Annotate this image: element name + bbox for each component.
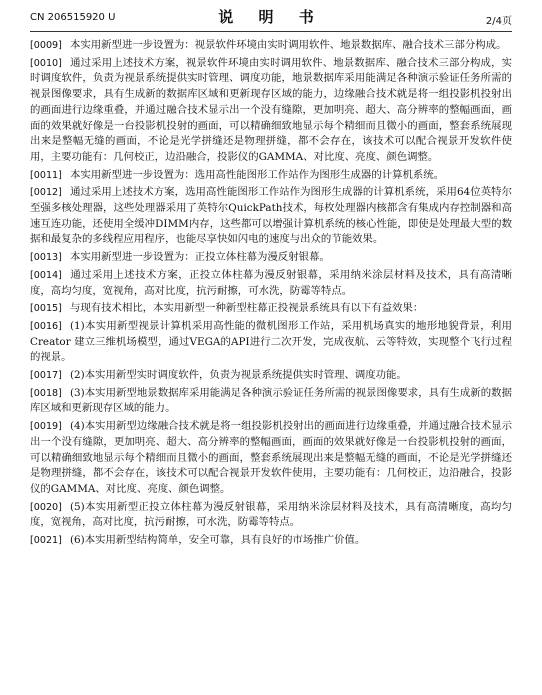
paragraph-number: [0014]: [30, 269, 62, 281]
paragraph-text: (1)本实用新型视景计算机采用高性能的微机图形工作站，采用机场真实的地形地貌背景，利用Creator 建立三维机场模型，通过VEGA的API进行二次开发，完成夜航、云等特效，实现整个飞行过程的视景。: [30, 319, 512, 364]
paragraph-number: [0012]: [30, 187, 62, 199]
paragraph-number: [0011]: [30, 169, 62, 181]
paragraph-number: [0020]: [30, 501, 62, 513]
paragraph: [30, 533, 512, 549]
paragraph: [30, 301, 512, 317]
paragraph: [30, 56, 512, 166]
paragraph: [30, 386, 512, 417]
paragraph: [30, 319, 512, 366]
paragraph-text: (5)本实用新型正投立体柱幕为漫反射银幕，采用纳米涂层材料及技术，具有高清晰度，高均匀度，宽视角，高对比度，抗污耐擦，可水洗，防霉等特点。: [30, 500, 512, 529]
paragraph-text: 通过采用上述技术方案，选用高性能图形工作站作为图形生成器的计算机系统，采用64位英特尔至强多核处理器，这些处理器采用了英特尔QuickPath技术，每枚处理器内核都含有集成内存控制器和高速互连功能，还使用全缓冲DIMM内存，这些都可以增强计算机系统的核心性能，即使是处理最大型的数据和最复杂的多线程应用程序，也能尽享快如闪电的速度与出众的节能效果。: [30, 186, 512, 246]
paragraph-number: [0016]: [30, 320, 62, 332]
paragraph-number: [0021]: [30, 535, 62, 547]
paragraph: [30, 268, 512, 299]
paragraph: [30, 500, 512, 531]
paragraph-number: [0017]: [30, 370, 62, 382]
paragraph-text: (2)本实用新型实时调度软件，负责为视景系统提供实时管理、调度功能。: [70, 369, 407, 382]
paragraph-text: 通过采用上述技术方案，正投立体柱幕为漫反射银幕，采用纳米涂层材料及技术，具有高清晰度，高均匀度，宽视角，高对比度，抗污耐擦，可水洗，防霉等特点。: [30, 268, 512, 297]
paragraph: [30, 168, 512, 184]
paragraph-number: [0018]: [30, 387, 62, 399]
paragraph-text: 本实用新型进一步设置为：正投立体柱幕为漫反射银幕。: [70, 251, 330, 264]
paragraph-text: (3)本实用新型地景数据库采用能满足各种演示验证任务所需的视景图像要求，具有生成新的数据库区域和更新现存区域的能力。: [30, 386, 512, 415]
paragraph-text: (6)本实用新型结构简单，安全可靠，具有良好的市场推广价值。: [70, 534, 366, 547]
document-body: [30, 38, 512, 551]
page-header: [30, 6, 512, 28]
paragraph-number: [0010]: [30, 57, 62, 69]
page-indicator: 2/4页: [485, 16, 512, 27]
header-divider: [30, 31, 512, 32]
document-title: 说 明 书: [218, 8, 324, 26]
paragraph-text: 本实用新型进一步设置为：视景软件环境由实时调用软件、地景数据库、融合技术三部分构成。: [70, 39, 507, 51]
paragraph-number: [0013]: [30, 252, 62, 264]
paragraph-number: [0009]: [30, 40, 62, 51]
paragraph: [30, 250, 512, 266]
patent-number: CN 206515920 U: [30, 12, 116, 23]
paragraph-text: 通过采用上述技术方案，视景软件环境由实时调用软件、地景数据库、融合技术三部分构成，实时调度软件，负责为视景系统提供实时管理、调度功能，地景数据库采用能满足各种演示验证任务所需的视景图像要求，具有生成新的数据库区域和更新现存区域的能力，边缘融合技术就是将一组投影机投射出的画面进行边缘重叠，并通过融合技术显示出一个没有缝隙，更加明亮、超大、高分辨率的整幅画面，画面的效果就好像是一台投影机投射的画面，可以精确细致地显示每个精细而且微小的画面，整套系统展现出来是整幅无缝的画面，不论是光学拼缝还是物理拼缝，都不会存在，该技术可以配合视景开发软件使用，主要功能有：几何校正，边沿融合，投影仪的GAMMA、对比度、亮度、颜色调整。: [30, 56, 512, 163]
paragraph-text: (4)本实用新型边缘融合技术就是将一组投影机投射出的画面进行边缘重叠，并通过融合技术显示出一个没有缝隙，更加明亮、超大、高分辨率的整幅画面，画面的效果就好像是一台投影机投射的画面，可以精确细致地显示每个精细而且微小的画面，整套系统展现出来是整幅无缝的画面，不论是光学拼缝还是物理拼缝，都不会存在，该技术可以配合视景开发软件使用，主要功能有：几何校正，边沿融合，投影仪的GAMMA、对比度、亮度、颜色调整。: [30, 420, 512, 495]
paragraph: [30, 185, 512, 248]
paragraph: [30, 419, 512, 498]
paragraph-text: 本实用新型进一步设置为：选用高性能图形工作站作为图形生成器的计算机系统。: [70, 168, 445, 181]
paragraph-text: 与现有技术相比，本实用新型一种新型柱幕正投视景系统具有以下有益效果：: [70, 302, 424, 315]
paragraph: [30, 368, 512, 384]
paragraph: [30, 38, 512, 54]
paragraph-number: [0019]: [30, 421, 62, 433]
paragraph-number: [0015]: [30, 303, 62, 315]
